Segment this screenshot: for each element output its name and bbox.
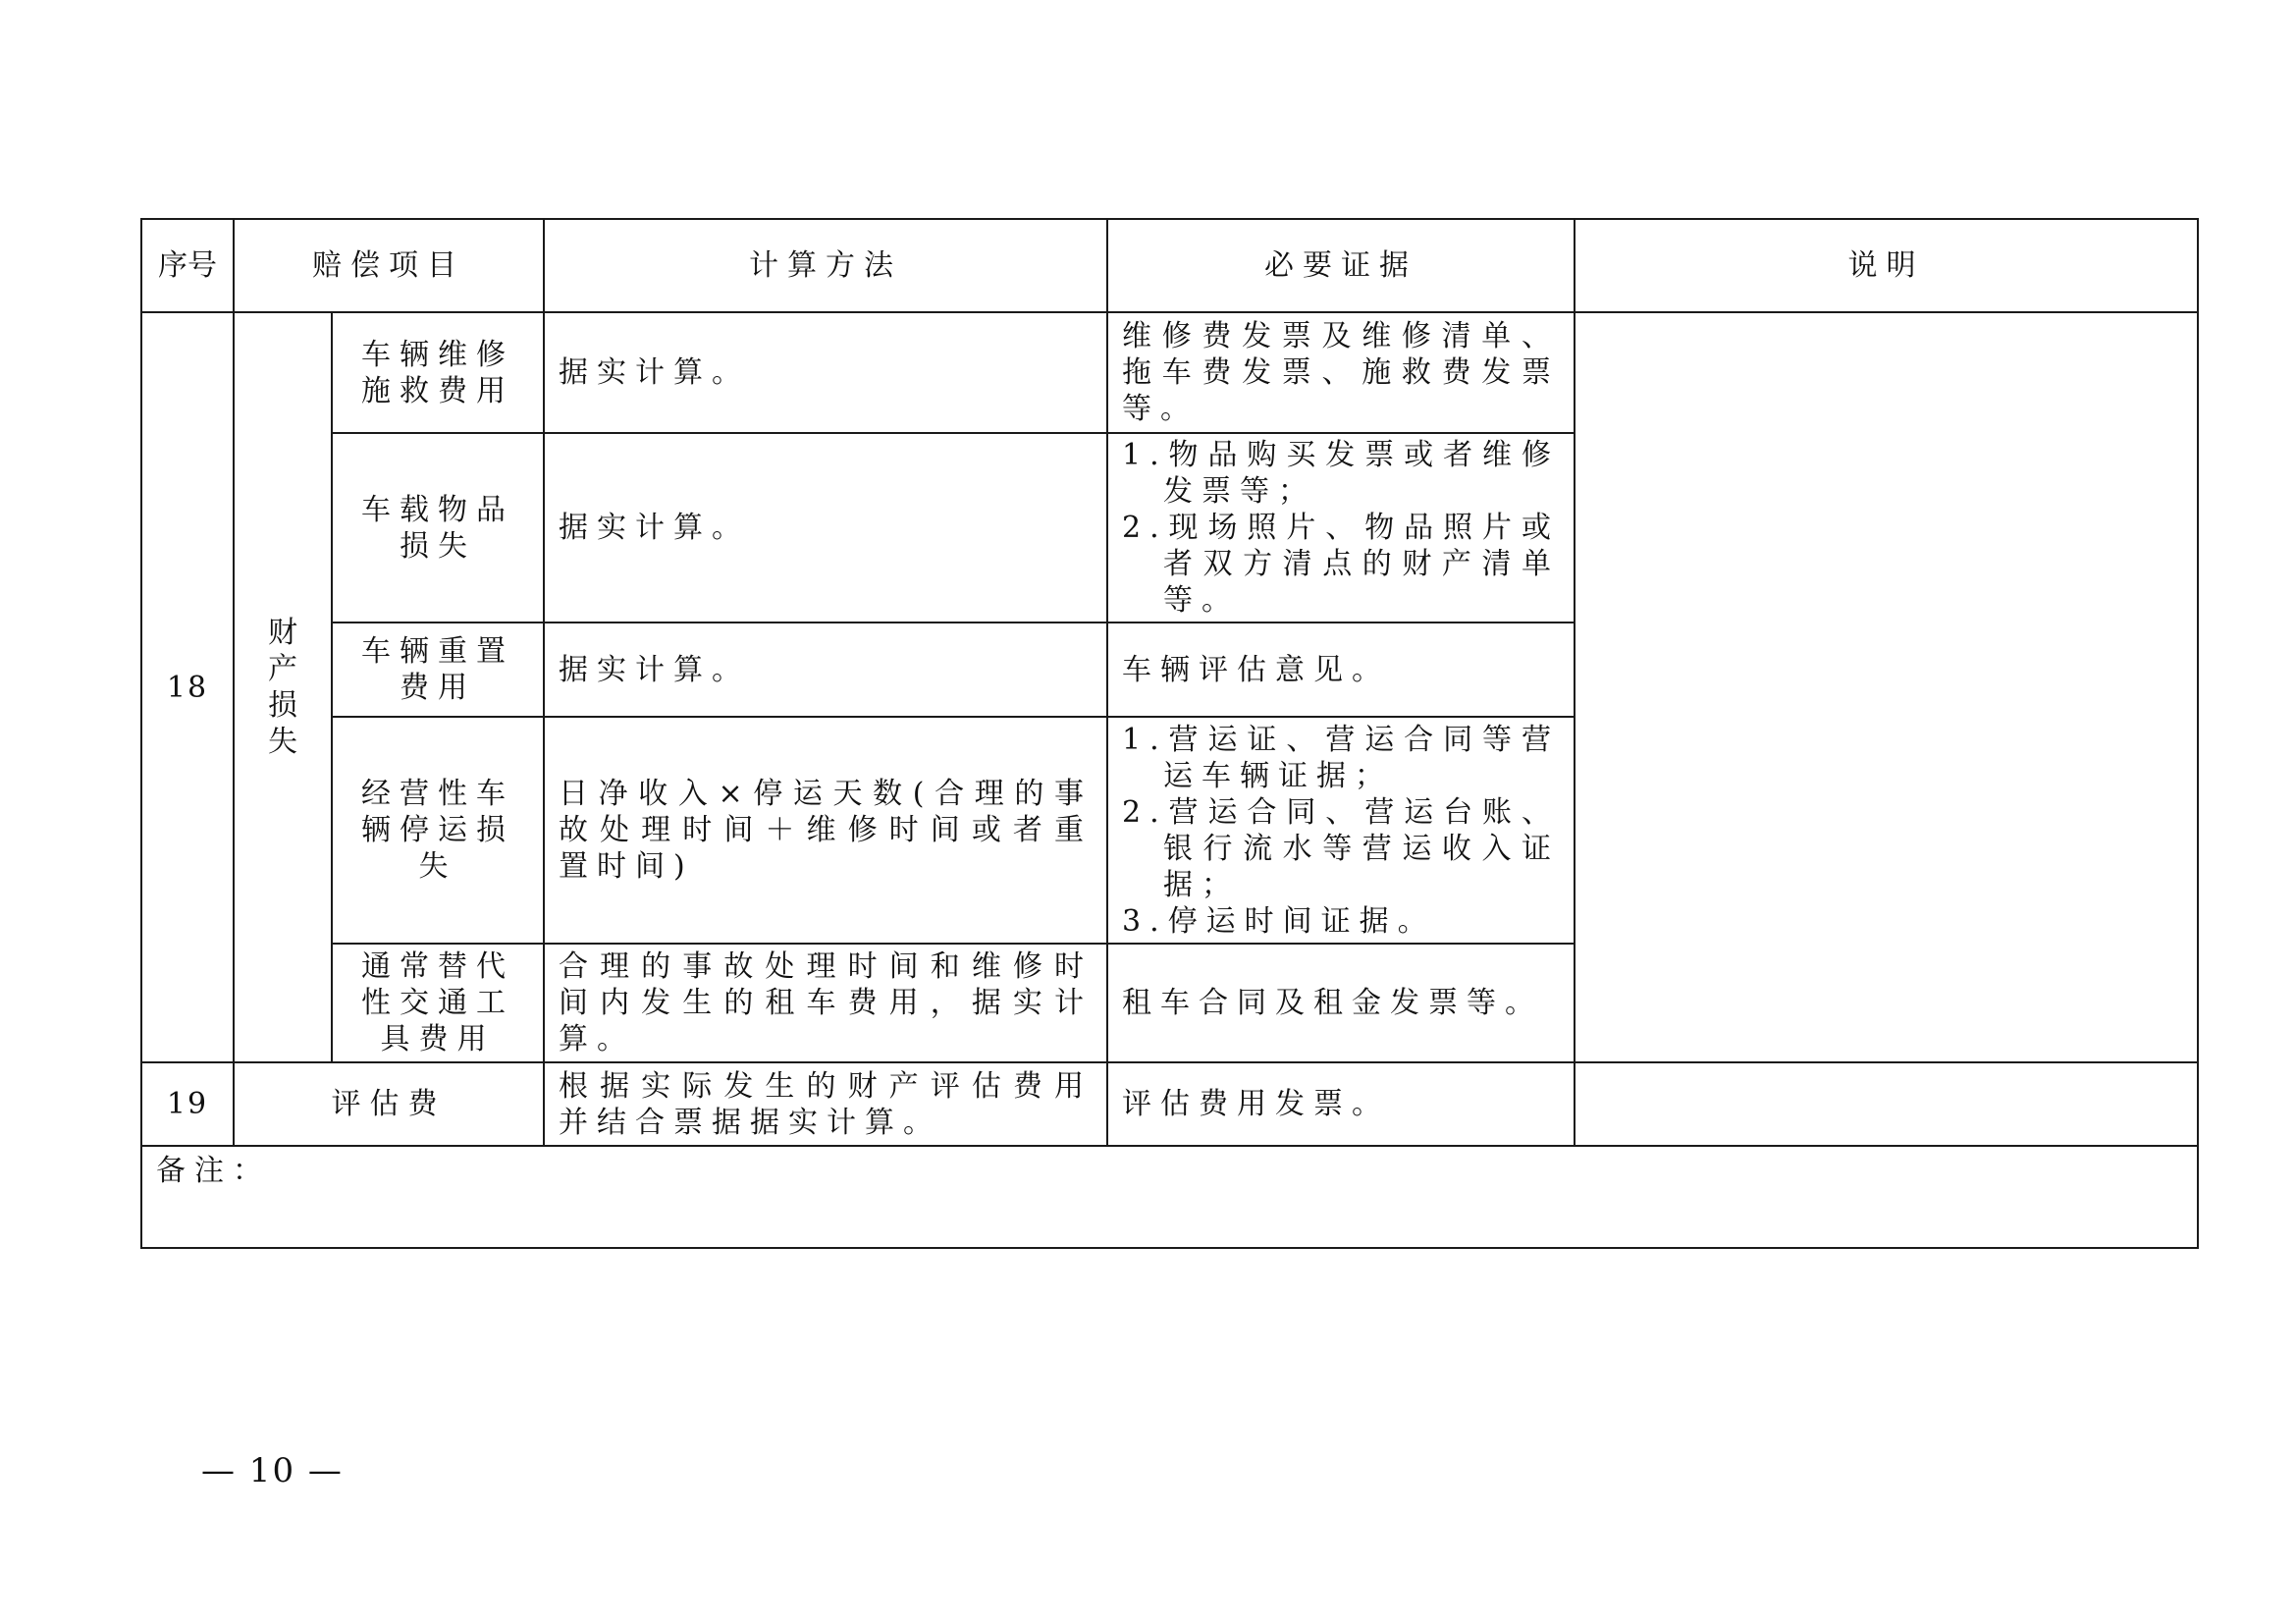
method-cell: 合理的事故处理时间和维修时间内发生的租车费用，据实计算。 [544,944,1107,1062]
category-cell [234,312,332,1062]
header-item: 赔偿项目 [234,219,544,312]
item-cell: 车辆重置费用 [332,623,544,717]
list-item: 2.现场照片、物品照片或者双方清点的财产清单等。 [1122,511,1560,618]
list-item: 1.营运证、营运合同等营运车辆证据； [1122,722,1560,793]
evidence-cell: 评估费用发票。 [1107,1062,1575,1146]
item-cell: 车辆维修施救费用 [332,312,544,433]
item-cell: 经营性车辆停运损失 [332,717,544,944]
table-row [141,1062,2198,1146]
evidence-cell: 维修费发票及维修清单、拖车费发票、施救费发票等。 [1107,312,1575,433]
seq-cell-19: 19 [141,1062,234,1146]
note-cell-19 [1575,1062,2198,1146]
table-row [141,312,2198,433]
remarks-row [141,1146,2198,1248]
item-cell: 通常替代性交通工具费用 [332,944,544,1062]
method-cell: 根据实际发生的财产评估费用并结合票据据实计算。 [544,1062,1107,1146]
seq-cell-18: 18 [141,312,234,1062]
method-cell: 据实计算。 [544,433,1107,623]
header-note: 说明 [1575,219,2198,312]
list-item: 2.营运合同、营运台账、银行流水等营运收入证据； [1122,794,1560,902]
table-header-row [141,219,2198,312]
evidence-cell: 车辆评估意见。 [1107,623,1575,717]
method-cell: 日净收入×停运天数(合理的事故处理时间＋维修时间或者重置时间) [544,717,1107,944]
remarks-label: 备注： [156,1154,271,1188]
evidence-cell: 租车合同及租金发票等。 [1107,944,1575,1062]
evidence-cell [1107,717,1575,944]
remarks-cell [141,1146,2198,1248]
list-item: 1.物品购买发票或者维修发票等； [1122,438,1560,509]
list-item: 3.停运时间证据。 [1122,903,1436,939]
method-cell: 据实计算。 [544,623,1107,717]
header-seq: 序号 [141,219,234,312]
item-cell: 评估费 [234,1062,544,1146]
evidence-list [1122,437,1560,619]
header-evidence: 必要证据 [1107,219,1575,312]
compensation-table [140,218,2199,1249]
item-cell: 车载物品损失 [332,433,544,623]
evidence-cell [1107,433,1575,623]
method-cell: 据实计算。 [544,312,1107,433]
note-cell-18 [1575,312,2198,1062]
evidence-list [1122,722,1560,940]
header-method: 计算方法 [544,219,1107,312]
category-label: 财产损失 [268,616,297,759]
page-number: — 10 — [201,1451,344,1490]
